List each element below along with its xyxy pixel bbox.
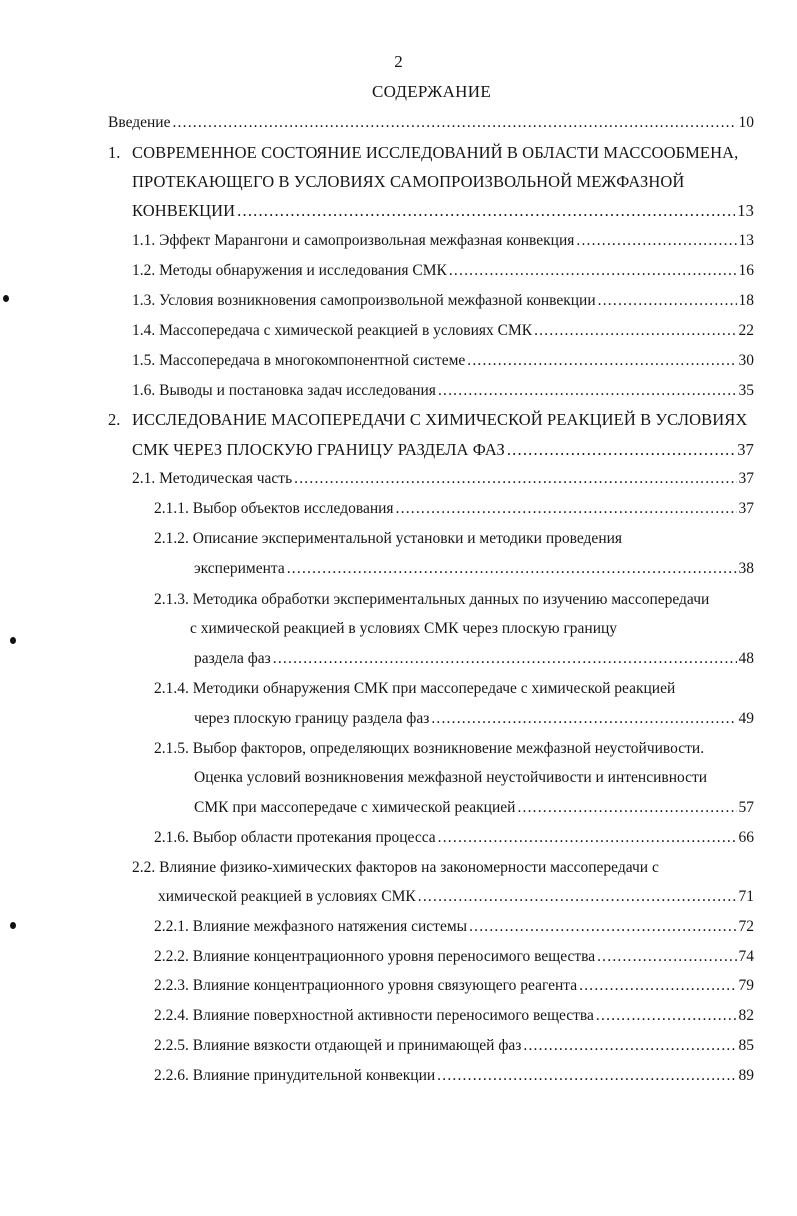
toc-entry-2-2[interactable]	[158, 882, 754, 912]
toc-page-number: 66	[738, 829, 754, 846]
toc-entry-text: 2.1.6. Выбор области протекания процесса	[154, 829, 436, 846]
toc-entry-text: 2.2.3. Влияние концентрационного уровня связующего реагента	[154, 977, 578, 994]
toc-entry-1-6[interactable]	[132, 376, 754, 406]
leader-dots	[534, 316, 736, 346]
leader-dots	[294, 464, 736, 494]
toc-entry-line[interactable]: с химической реакцией в условиях СМК через плоскую границу	[190, 620, 618, 637]
chapter-title-line[interactable]: ИССЛЕДОВАНИЕ МАСОПЕРЕДАЧИ С ХИМИЧЕСКОЙ РЕАКЦИЕЙ В УСЛОВИЯХ	[132, 410, 748, 429]
toc-entry-text: СМК ЧЕРЕЗ ПЛОСКУЮ ГРАНИЦУ РАЗДЕЛА ФАЗ	[132, 440, 505, 459]
leader-dots	[431, 704, 736, 734]
leader-dots	[273, 644, 737, 674]
page-title: СОДЕРЖАНИЕ	[371, 82, 492, 101]
toc-entry-1-5[interactable]	[132, 346, 754, 376]
leader-dots	[287, 554, 737, 584]
toc-page-number: 49	[738, 710, 754, 727]
toc-entry-text: эксперимента	[194, 560, 285, 577]
toc-entry-text: 1.6. Выводы и постановка задач исследования	[132, 382, 436, 399]
toc-entry-text: 1.2. Методы обнаружения и исследования СМК	[132, 262, 447, 279]
leader-dots	[437, 1061, 736, 1091]
toc-entry-2-2-6[interactable]	[154, 1061, 754, 1091]
toc-page-number: 48	[738, 650, 754, 667]
toc-entry-text: 2.1.1. Выбор объектов исследования	[154, 500, 394, 517]
toc-page-number: 72	[738, 918, 754, 935]
toc-entry-text: 1.3. Условия возникновения самопроизвольной межфазной конвекции	[132, 292, 596, 309]
toc-entry-1-1[interactable]	[132, 226, 754, 256]
toc-page-number: 13	[737, 201, 754, 220]
margin-dot	[10, 637, 16, 644]
toc-entry-text: 1.1. Эффект Марангони и самопроизвольная межфазная конвекция	[132, 232, 575, 249]
toc-page-number: 10	[738, 114, 754, 131]
toc-page-number: 38	[738, 560, 754, 577]
toc-page-number: 79	[738, 977, 754, 994]
toc-entry-text: 2.1. Методическая часть	[132, 470, 293, 487]
toc-entry-text: 1.5. Массопередача в многокомпонентной системе	[132, 352, 466, 369]
toc-page-number: 37	[738, 470, 754, 487]
toc-entry-2-2-3[interactable]	[154, 971, 754, 1001]
toc-page-number: 82	[738, 1007, 754, 1024]
leader-dots	[576, 226, 736, 256]
toc-page-number: 35	[738, 382, 754, 399]
toc-page-number: 16	[738, 262, 754, 279]
toc-entry-intro[interactable]	[108, 108, 754, 138]
toc-entry-2-1-2[interactable]	[194, 554, 754, 584]
toc-entry-2-2-1[interactable]	[154, 912, 754, 942]
leader-dots	[467, 346, 736, 376]
toc-entry-text: 2.2.5. Влияние вязкости отдающей и принимающей фаз	[154, 1037, 522, 1054]
toc-page-number: 37	[738, 500, 754, 517]
page-number: 2	[394, 52, 403, 71]
toc-entry-line[interactable]: 2.1.3. Методика обработки экспериментальных данных по изучению массопередачи	[154, 591, 710, 608]
leader-dots	[469, 912, 736, 942]
toc-entry-text: раздела фаз	[194, 650, 271, 667]
leader-dots	[507, 435, 735, 465]
leader-dots	[396, 494, 737, 524]
toc-entry-line[interactable]: 2.2. Влияние физико-химических факторов на закономерности массопередачи с	[132, 859, 659, 876]
toc-page-number: 30	[738, 352, 754, 369]
toc-entry-text: 2.2.1. Влияние межфазного натяжения системы	[154, 918, 468, 935]
toc-entry-text: химической реакцией в условиях СМК	[158, 888, 416, 905]
toc-entry-text: КОНВЕКЦИИ	[132, 201, 236, 220]
toc-entry-chapter-2[interactable]	[132, 435, 754, 465]
toc-page-number: 74	[738, 948, 754, 965]
toc-page-number: 22	[738, 322, 754, 339]
toc-page-number: 37	[737, 440, 754, 459]
toc-entry-2-2-5[interactable]	[154, 1031, 754, 1061]
chapter-title-line[interactable]: СОВРЕМЕННОЕ СОСТОЯНИЕ ИССЛЕДОВАНИЙ В ОБЛАСТИ МАССООБМЕНА,	[132, 143, 739, 162]
leader-dots	[438, 823, 737, 853]
margin-dot	[3, 295, 9, 302]
toc-entry-2-1-5[interactable]	[194, 793, 754, 823]
toc-entry-1-4[interactable]	[132, 316, 754, 346]
toc-entry-line[interactable]: 2.1.5. Выбор факторов, определяющих возникновение межфазной неустойчивости.	[154, 740, 705, 757]
leader-dots	[523, 1031, 736, 1061]
toc-entry-2-1[interactable]	[132, 464, 754, 494]
toc-entry-2-2-4[interactable]	[154, 1001, 754, 1031]
toc-entry-1-2[interactable]	[132, 256, 754, 286]
toc-entry-2-1-3[interactable]	[194, 644, 754, 674]
toc-entry-2-2-2[interactable]	[154, 942, 754, 972]
toc-page-number: 85	[738, 1037, 754, 1054]
toc-entry-2-1-4[interactable]	[194, 704, 754, 734]
chapter-title-line[interactable]: ПРОТЕКАЮЩЕГО В УСЛОВИЯХ САМОПРОИЗВОЛЬНОЙ МЕЖФАЗНОЙ	[132, 172, 685, 191]
chapter-number: 1.	[108, 143, 121, 162]
toc-page-number: 18	[738, 292, 754, 309]
toc-entry-text: СМК при массопередаче с химической реакцией	[194, 799, 516, 816]
chapter-number: 2.	[108, 410, 121, 429]
toc-entry-line[interactable]: Оценка условий возникновения межфазной неустойчивости и интенсивности	[194, 769, 708, 786]
toc-entry-chapter-1[interactable]	[132, 196, 754, 226]
leader-dots	[237, 196, 735, 226]
toc-page-number: 71	[738, 888, 754, 905]
toc-entry-text: Введение	[108, 114, 171, 131]
toc-entry-line[interactable]: 2.1.4. Методики обнаружения СМК при массопередаче с химической реакцией	[154, 680, 676, 697]
leader-dots	[172, 108, 736, 138]
leader-dots	[517, 793, 736, 823]
margin-dot	[10, 922, 16, 929]
leader-dots	[579, 971, 736, 1001]
toc-page-number: 57	[738, 799, 754, 816]
toc-entry-text: 1.4. Массопередача с химической реакцией в условиях СМК	[132, 322, 533, 339]
leader-dots	[438, 376, 737, 406]
toc-entry-text: 2.2.2. Влияние концентрационного уровня переносимого вещества	[154, 948, 596, 965]
leader-dots	[596, 1001, 737, 1031]
toc-entry-1-3[interactable]	[132, 286, 754, 316]
toc-entry-line[interactable]: 2.1.2. Описание экспериментальной установки и методики проведения	[154, 530, 623, 547]
toc-entry-text: 2.2.4. Влияние поверхностной активности переносимого вещества	[154, 1007, 594, 1024]
toc-entry-text: 2.2.6. Влияние принудительной конвекции	[154, 1067, 436, 1084]
toc-page-number: 13	[738, 232, 754, 249]
toc-entry-text: через плоскую границу раздела фаз	[194, 710, 430, 727]
leader-dots	[598, 286, 737, 316]
toc-entry-2-1-6[interactable]	[154, 823, 754, 853]
toc-entry-2-1-1[interactable]	[154, 494, 754, 524]
leader-dots	[449, 256, 737, 286]
toc-page-number: 89	[738, 1067, 754, 1084]
leader-dots	[418, 882, 737, 912]
leader-dots	[597, 942, 736, 972]
